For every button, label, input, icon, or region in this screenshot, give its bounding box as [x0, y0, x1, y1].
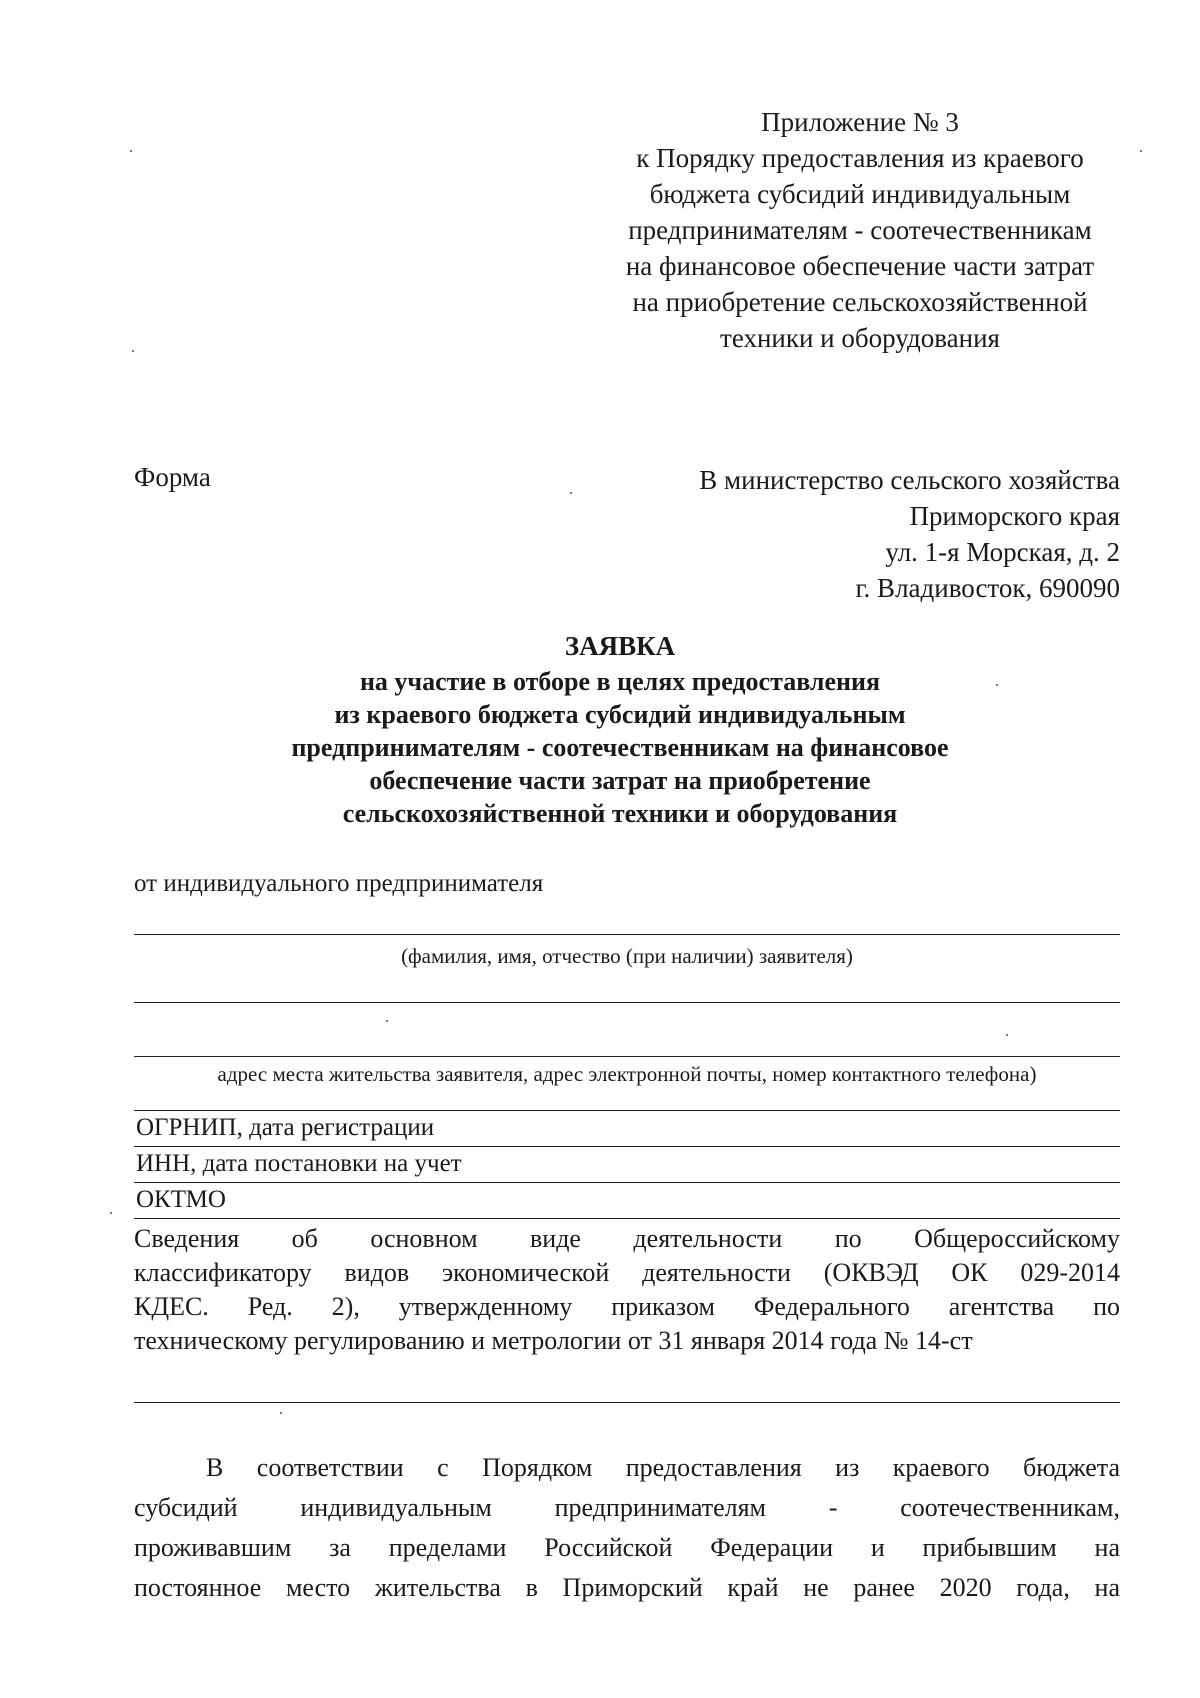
- okved-word: виде: [530, 1224, 581, 1253]
- scan-speck: [386, 1020, 388, 1022]
- body-word: субсидий: [134, 1493, 238, 1522]
- recipient-line: ул. 1-я Морская, д. 2: [885, 537, 1120, 567]
- okved-word: деятельности: [633, 1224, 783, 1253]
- appendix-line: бюджета субсидий индивидуальным: [649, 179, 1071, 209]
- okved-word: Сведения: [134, 1224, 240, 1253]
- okved-word: основном: [370, 1224, 478, 1253]
- scan-speck: [280, 1412, 282, 1414]
- title-heading: ЗАЯВКА: [564, 631, 676, 661]
- inn-field: ИНН, дата постановки на учет: [136, 1150, 462, 1177]
- from-label: от индивидуального предпринимателя: [134, 870, 544, 897]
- scan-speck: [130, 150, 132, 152]
- application-title: [200, 630, 1040, 830]
- field-underline: [134, 1146, 1120, 1147]
- field-underline: [134, 1182, 1120, 1183]
- scan-speck: [110, 1212, 112, 1214]
- title-line: обеспечение части затрат на приобретение: [369, 766, 871, 795]
- okved-paragraph: [134, 1222, 1120, 1358]
- recipient-address: [699, 462, 1120, 606]
- ogrnip-field: ОГРНИП, дата регистрации: [136, 1114, 435, 1141]
- body-paragraph: [134, 1448, 1120, 1608]
- appendix-line: предпринимателям - соотечественникам: [628, 215, 1092, 245]
- okved-line: техническому регулированию и метрологии от 31 января 2014 года № 14-ст: [134, 1326, 973, 1355]
- body-word: предпринимателям: [554, 1493, 767, 1522]
- okved-word: об: [291, 1224, 318, 1253]
- body-line: В соответствии с Порядком предоставления из краевого бюджета: [206, 1453, 1120, 1482]
- appendix-line: Приложение № 3: [761, 107, 959, 137]
- address-underline: [134, 1002, 1120, 1003]
- scan-speck: [996, 684, 998, 686]
- address-underline: [134, 1056, 1120, 1057]
- scan-speck: [570, 492, 572, 494]
- field-underline: [134, 1110, 1120, 1111]
- okved-line: классификатору видов экономической деятельности (ОКВЭД ОК 029-2014: [134, 1258, 1120, 1287]
- okved-line: КДЕС. Ред. 2), утвержденному приказом Федерального агентства по: [134, 1292, 1120, 1321]
- body-line: проживавшим за пределами Российской Федерации и прибывшим на: [134, 1533, 1120, 1562]
- okved-word: по: [834, 1224, 862, 1253]
- title-line: сельскохозяйственной техники и оборудования: [342, 799, 898, 828]
- name-caption: (фамилия, имя, отчество (при наличии) заявителя): [401, 944, 853, 968]
- appendix-line: техники и оборудования: [720, 323, 1000, 353]
- title-line: из краевого бюджета субсидий индивидуальным: [334, 700, 906, 729]
- recipient-line: Приморского края: [909, 501, 1120, 531]
- scan-speck: [1140, 150, 1142, 152]
- body-word: -: [828, 1493, 838, 1522]
- appendix-line: к Порядку предоставления из краевого: [636, 143, 1084, 173]
- recipient-line: г. Владивосток, 690090: [855, 573, 1120, 603]
- body-line: постоянное место жительства в Приморский край не ранее 2020 года, на: [134, 1573, 1120, 1602]
- okved-line: [134, 1222, 1120, 1256]
- appendix-line: на приобретение сельскохозяйственной: [632, 287, 1088, 317]
- title-line: на участие в отборе в целях предоставления: [359, 667, 881, 696]
- recipient-line: В министерство сельского хозяйства: [699, 465, 1120, 495]
- appendix-header: [600, 104, 1120, 356]
- scan-speck: [132, 350, 134, 352]
- appendix-line: на финансовое обеспечение части затрат: [625, 251, 1095, 281]
- address-caption: адрес места жительства заявителя, адрес электронной почты, номер контактного телефона): [217, 1062, 1037, 1086]
- body-word: индивидуальным: [300, 1493, 492, 1522]
- scan-speck: [1006, 1034, 1008, 1036]
- title-line: предпринимателям - соотечественникам на финансовое: [291, 733, 949, 762]
- okved-word: Общероссийскому: [914, 1224, 1120, 1253]
- field-underline: [134, 1218, 1120, 1219]
- body-word: соотечественникам,: [900, 1493, 1120, 1522]
- name-underline: [134, 934, 1120, 935]
- body-line: [134, 1488, 1120, 1528]
- oktmo-field: ОКТМО: [136, 1186, 226, 1213]
- okved-underline: [134, 1402, 1120, 1403]
- form-label: Форма: [134, 462, 211, 492]
